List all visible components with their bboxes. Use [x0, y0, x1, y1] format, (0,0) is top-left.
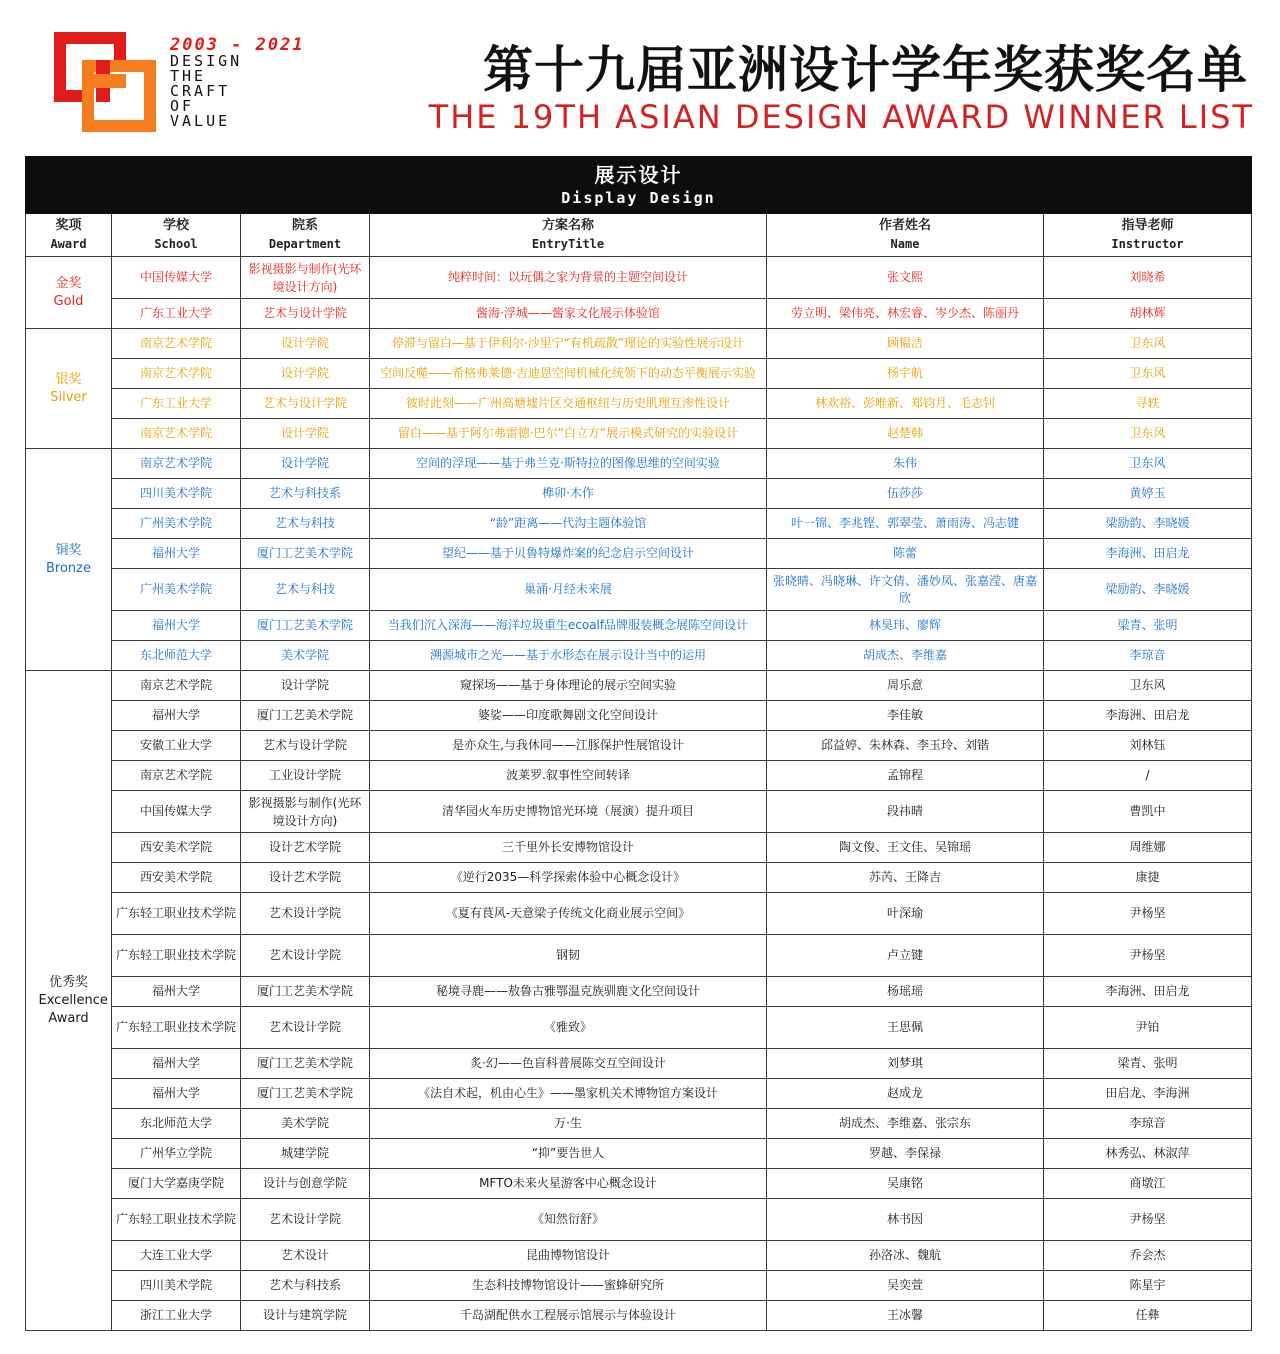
cell-author-name: 叶一锦、李兆铿、郭翠莹、萧雨涛、冯志键	[767, 509, 1044, 539]
excellence-award-row	[26, 731, 1252, 761]
cell-school: 南京艺术学院	[112, 761, 241, 791]
category-title-en: Display Design	[561, 189, 716, 207]
cell-author-name: 刘梦琪	[767, 1049, 1044, 1079]
cell-author-name: 卢立键	[767, 935, 1044, 977]
gold-award-row	[26, 299, 1252, 329]
cell-author-name: 伍莎莎	[767, 479, 1044, 509]
cell-author-name: 赵楚韩	[767, 419, 1044, 449]
cell-department: 艺术设计学院	[241, 893, 370, 935]
cell-instructor: 李琼音	[1044, 641, 1252, 671]
cell-school: 广东工业大学	[112, 299, 241, 329]
cell-instructor: 梁青、张明	[1044, 1049, 1252, 1079]
excellence-award-row	[26, 833, 1252, 863]
cell-entry-title: 清华园火车历史博物馆光环境（展演）提升项目	[370, 791, 767, 833]
cell-author-name: 赵成龙	[767, 1079, 1044, 1109]
silver-award-row	[26, 389, 1252, 419]
cell-entry-title: 《逆行2035—科学探索体验中心概念设计》	[370, 863, 767, 893]
cell-school: 东北师范大学	[112, 1109, 241, 1139]
cell-entry-title: 空间反噬——希格弗莱德·吉迪恩空间机械化统领下的动态平衡展示实验	[370, 359, 767, 389]
cell-author-name: 杨宇航	[767, 359, 1044, 389]
award-level-cn: 银奖	[55, 371, 82, 387]
award-level-en: Silver	[50, 389, 87, 405]
tagline-line: THE	[170, 67, 207, 85]
cell-instructor: 林秀弘、林淑萍	[1044, 1139, 1252, 1169]
column-header-row	[26, 214, 1252, 257]
cell-school: 南京艺术学院	[112, 329, 241, 359]
excellence-award-row	[26, 1241, 1252, 1271]
cell-department: 设计学院	[241, 329, 370, 359]
category-title-cn: 展示设计	[594, 163, 683, 187]
award-level-cn: 金奖	[55, 275, 82, 291]
cell-entry-title: 榫卯·木作	[370, 479, 767, 509]
cell-entry-title: 停滞与留白—基于伊利尔·沙里宁“有机疏散”理论的实验性展示设计	[370, 329, 767, 359]
award-level-en: Bronze	[46, 560, 91, 576]
cell-school: 福州大学	[112, 701, 241, 731]
cell-entry-title: 三千里外长安博物馆设计	[370, 833, 767, 863]
cell-author-name: 杨瑶瑶	[767, 977, 1044, 1007]
cell-school: 广州华立学院	[112, 1139, 241, 1169]
cell-school: 南京艺术学院	[112, 419, 241, 449]
gold-award-row	[26, 257, 1252, 299]
cell-entry-title: 昆曲博物馆设计	[370, 1241, 767, 1271]
bronze-award-row	[26, 509, 1252, 539]
cell-school: 广东轻工职业技术学院	[112, 893, 241, 935]
cell-entry-title: “龄”距离——代沟主题体验馆	[370, 509, 767, 539]
page-title-cn: 第十九届亚洲设计学年奖获奖名单	[483, 41, 1248, 99]
cell-instructor: 乔会杰	[1044, 1241, 1252, 1271]
cell-department: 艺术设计	[241, 1241, 370, 1271]
cell-entry-title: 《雅致》	[370, 1007, 767, 1049]
cell-instructor: 田启龙、李海洲	[1044, 1079, 1252, 1109]
cell-author-name: 胡成杰、李维嘉	[767, 641, 1044, 671]
cell-school: 南京艺术学院	[112, 449, 241, 479]
cell-instructor: 李海洲、田启龙	[1044, 701, 1252, 731]
cell-entry-title: 千岛湖配供水工程展示馆展示与体验设计	[370, 1301, 767, 1331]
cell-department: 艺术与设计学院	[241, 299, 370, 329]
cell-instructor: 李琼音	[1044, 1109, 1252, 1139]
cell-department: 影视摄影与制作(光环境设计方向)	[241, 791, 370, 833]
cell-department: 厦门工艺美术学院	[241, 1079, 370, 1109]
cell-school: 福州大学	[112, 1079, 241, 1109]
cell-entry-title: MFTO未来火星游客中心概念设计	[370, 1169, 767, 1199]
cell-department: 厦门工艺美术学院	[241, 701, 370, 731]
cell-department: 设计学院	[241, 449, 370, 479]
cell-entry-title: 《知然衍舒》	[370, 1199, 767, 1241]
bronze-award-row	[26, 449, 1252, 479]
cell-entry-title: 波莱罗.叙事性空间转译	[370, 761, 767, 791]
page-header	[0, 0, 1280, 155]
cell-department: 设计艺术学院	[241, 863, 370, 893]
cell-instructor: 卫东风	[1044, 671, 1252, 701]
tagline-line: OF	[170, 97, 195, 115]
logo-tagline	[170, 36, 305, 129]
bronze-award-row	[26, 569, 1252, 611]
cell-author-name: 孙洛冰、魏航	[767, 1241, 1044, 1271]
excellence-award-row	[26, 935, 1252, 977]
silver-award-row	[26, 329, 1252, 359]
cell-instructor: 周维娜	[1044, 833, 1252, 863]
cell-instructor: 卫东风	[1044, 419, 1252, 449]
cell-entry-title: 生态科技博物馆设计——蜜蜂研究所	[370, 1271, 767, 1301]
cell-instructor: 陈星宇	[1044, 1271, 1252, 1301]
cell-department: 城建学院	[241, 1139, 370, 1169]
cell-department: 工业设计学院	[241, 761, 370, 791]
col-header-instructor: 指导老师 Instructor	[1044, 214, 1252, 257]
award-level-excellence	[26, 671, 112, 1331]
excellence-award-row	[26, 1271, 1252, 1301]
cell-school: 四川美术学院	[112, 1271, 241, 1301]
cell-instructor: 尹铂	[1044, 1007, 1252, 1049]
cell-school: 西安美术学院	[112, 833, 241, 863]
cell-author-name: 张文熙	[767, 257, 1044, 299]
cell-department: 影视摄影与制作(光环境设计方向)	[241, 257, 370, 299]
cell-school: 广东轻工职业技术学院	[112, 1007, 241, 1049]
cell-author-name: 陈蕾	[767, 539, 1044, 569]
cell-instructor: 卫东风	[1044, 329, 1252, 359]
tagline-line: DESIGN	[170, 52, 243, 70]
cell-entry-title: 是亦众生,与我休同——江豚保护性展馆设计	[370, 731, 767, 761]
cell-entry-title: 纯粹时间：以玩偶之家为背景的主题空间设计	[370, 257, 767, 299]
cell-department: 美术学院	[241, 641, 370, 671]
cell-school: 广州美术学院	[112, 509, 241, 539]
cell-author-name: 叶深瑜	[767, 893, 1044, 935]
cell-department: 美术学院	[241, 1109, 370, 1139]
cell-school: 东北师范大学	[112, 641, 241, 671]
cell-entry-title: 万·生	[370, 1109, 767, 1139]
award-level-cn: 优秀奖	[48, 974, 88, 990]
excellence-award-row	[26, 1139, 1252, 1169]
cell-school: 广东轻工职业技术学院	[112, 1199, 241, 1241]
cell-instructor: 商墩江	[1044, 1169, 1252, 1199]
cell-author-name: 林书因	[767, 1199, 1044, 1241]
cell-school: 广州美术学院	[112, 569, 241, 611]
cell-school: 南京艺术学院	[112, 359, 241, 389]
cell-entry-title: 婆娑——印度歌舞剧文化空间设计	[370, 701, 767, 731]
cell-department: 艺术与科技	[241, 569, 370, 611]
cell-author-name: 吴康铭	[767, 1169, 1044, 1199]
cell-instructor: 寻轶	[1044, 389, 1252, 419]
cell-school: 大连工业大学	[112, 1241, 241, 1271]
cell-entry-title: “抑”要告世人	[370, 1139, 767, 1169]
cell-entry-title: 彼时此刻——广州高塘墟片区交通枢纽与历史肌理互渗性设计	[370, 389, 767, 419]
cell-school: 厦门大学嘉庚学院	[112, 1169, 241, 1199]
cell-author-name: 吴奕萱	[767, 1271, 1044, 1301]
cell-school: 安徽工业大学	[112, 731, 241, 761]
cell-author-name: 王思佩	[767, 1007, 1044, 1049]
cell-school: 浙江工业大学	[112, 1301, 241, 1331]
cell-instructor: 刘晓希	[1044, 257, 1252, 299]
cell-department: 设计学院	[241, 671, 370, 701]
cell-entry-title: 留白——基于阿尔弗雷德·巴尔“白立方”展示模式研究的实验设计	[370, 419, 767, 449]
cell-author-name: 劳立明、梁伟亮、林宏睿、岑少杰、陈丽丹	[767, 299, 1044, 329]
cell-author-name: 孟锦程	[767, 761, 1044, 791]
cell-department: 艺术与科技	[241, 509, 370, 539]
cell-author-name: 林欢裕、彭唯新、郑钧月、毛志钊	[767, 389, 1044, 419]
cell-department: 艺术与科技系	[241, 479, 370, 509]
cell-school: 中国传媒大学	[112, 257, 241, 299]
excellence-award-row	[26, 761, 1252, 791]
cell-author-name: 李佳敏	[767, 701, 1044, 731]
award-level-bronze	[26, 449, 112, 671]
cell-entry-title: 《法自术起，机由心生》——墨家机关术博物馆方案设计	[370, 1079, 767, 1109]
cell-instructor: 梁青、张明	[1044, 611, 1252, 641]
cell-author-name: 王冰馨	[767, 1301, 1044, 1331]
excellence-award-row	[26, 1079, 1252, 1109]
cell-instructor: 尹杨坚	[1044, 893, 1252, 935]
logo-icon	[52, 30, 158, 134]
cell-instructor: 梁励韵、李晓媛	[1044, 569, 1252, 611]
cell-entry-title: 炙·幻——色盲科普展陈交互空间设计	[370, 1049, 767, 1079]
cell-department: 厦门工艺美术学院	[241, 539, 370, 569]
category-band	[26, 157, 1252, 214]
award-level-cn: 铜奖	[55, 542, 82, 558]
excellence-award-row	[26, 1199, 1252, 1241]
excellence-award-row	[26, 863, 1252, 893]
cell-department: 艺术设计学院	[241, 1199, 370, 1241]
award-level-en: Excellence Award	[38, 992, 108, 1026]
cell-department: 艺术与科技系	[241, 1271, 370, 1301]
tagline-line: VALUE	[170, 112, 231, 130]
cell-school: 福州大学	[112, 977, 241, 1007]
cell-author-name: 顾韫洁	[767, 329, 1044, 359]
col-header-school: 学校 School	[112, 214, 241, 257]
cell-author-name: 邱益婷、朱林森、李玉玲、刘锴	[767, 731, 1044, 761]
cell-entry-title: 秘境寻鹿——敖鲁古雅鄂温克族驯鹿文化空间设计	[370, 977, 767, 1007]
winner-table	[25, 156, 1251, 1331]
cell-school: 南京艺术学院	[112, 671, 241, 701]
cell-school: 中国传媒大学	[112, 791, 241, 833]
cell-instructor: 尹杨坚	[1044, 935, 1252, 977]
cell-author-name: 张晓晴、冯晓琳、许文倩、潘妙凤、张嘉滢、唐嘉欣	[767, 569, 1044, 611]
cell-instructor: 康捷	[1044, 863, 1252, 893]
bronze-award-row	[26, 611, 1252, 641]
cell-entry-title: 窥探场——基于身体理论的展示空间实验	[370, 671, 767, 701]
award-level-en: Gold	[53, 293, 84, 309]
cell-school: 四川美术学院	[112, 479, 241, 509]
cell-department: 厦门工艺美术学院	[241, 611, 370, 641]
bronze-award-row	[26, 479, 1252, 509]
bronze-award-row	[26, 641, 1252, 671]
excellence-award-row	[26, 1301, 1252, 1331]
cell-author-name: 陶文俊、王文佳、吴锦瑶	[767, 833, 1044, 863]
cell-instructor: 卫东风	[1044, 449, 1252, 479]
excellence-award-row	[26, 671, 1252, 701]
cell-author-name: 段祎晴	[767, 791, 1044, 833]
excellence-award-row	[26, 701, 1252, 731]
cell-department: 艺术设计学院	[241, 1007, 370, 1049]
cell-school: 福州大学	[112, 1049, 241, 1079]
col-header-entry-title: 方案名称 EntryTitle	[370, 214, 767, 257]
silver-award-row	[26, 359, 1252, 389]
cell-department: 设计与创意学院	[241, 1169, 370, 1199]
cell-instructor: 梁励韵、李晓媛	[1044, 509, 1252, 539]
cell-instructor: 曹凯中	[1044, 791, 1252, 833]
cell-department: 设计与建筑学院	[241, 1301, 370, 1331]
cell-entry-title: 《夏有茛风-天意梁子传统文化商业展示空间》	[370, 893, 767, 935]
cell-department: 厦门工艺美术学院	[241, 977, 370, 1007]
col-header-department: 院系 Department	[241, 214, 370, 257]
cell-school: 西安美术学院	[112, 863, 241, 893]
cell-author-name: 林昊玮、廖辉	[767, 611, 1044, 641]
excellence-award-row	[26, 893, 1252, 935]
excellence-award-row	[26, 977, 1252, 1007]
excellence-award-row	[26, 1169, 1252, 1199]
cell-school: 广东轻工职业技术学院	[112, 935, 241, 977]
cell-entry-title: 酱海·浮城——酱家文化展示体验馆	[370, 299, 767, 329]
cell-entry-title: 钢韧	[370, 935, 767, 977]
cell-entry-title: 望纪——基于贝鲁特爆炸案的纪念启示空间设计	[370, 539, 767, 569]
cell-department: 厦门工艺美术学院	[241, 1049, 370, 1079]
cell-instructor: 胡林辉	[1044, 299, 1252, 329]
award-level-silver	[26, 329, 112, 449]
silver-award-row	[26, 419, 1252, 449]
excellence-award-row	[26, 1007, 1252, 1049]
cell-instructor: 卫东风	[1044, 359, 1252, 389]
cell-entry-title: 空间的浮现——基于弗兰克·斯特拉的图像思维的空间实验	[370, 449, 767, 479]
cell-instructor: 李海洲、田启龙	[1044, 539, 1252, 569]
cell-entry-title: 当我们沉入深海——海洋垃圾重生ecoalf品牌服装概念展陈空间设计	[370, 611, 767, 641]
cell-author-name: 罗越、李保禄	[767, 1139, 1044, 1169]
cell-department: 艺术与设计学院	[241, 731, 370, 761]
page-title-en: THE 19TH ASIAN DESIGN AWARD WINNER LIST	[428, 98, 1254, 136]
excellence-award-row	[26, 791, 1252, 833]
cell-instructor: 黄婷玉	[1044, 479, 1252, 509]
cell-entry-title: 溯源城市之光——基于水形态在展示设计当中的运用	[370, 641, 767, 671]
cell-school: 福州大学	[112, 539, 241, 569]
cell-school: 广东工业大学	[112, 389, 241, 419]
cell-author-name: 胡成杰、李维嘉、张宗东	[767, 1109, 1044, 1139]
excellence-award-row	[26, 1109, 1252, 1139]
excellence-award-row	[26, 1049, 1252, 1079]
award-level-gold	[26, 257, 112, 329]
logo-years: 2003 - 2021	[170, 35, 305, 55]
cell-department: 艺术与设计学院	[241, 389, 370, 419]
cell-instructor: 尹杨坚	[1044, 1199, 1252, 1241]
cell-department: 艺术设计学院	[241, 935, 370, 977]
cell-author-name: 苏芮、王降吉	[767, 863, 1044, 893]
bronze-award-row	[26, 539, 1252, 569]
cell-entry-title: 巢涌·月经未来展	[370, 569, 767, 611]
tagline-line: CRAFT	[170, 82, 231, 100]
cell-instructor: 刘林钰	[1044, 731, 1252, 761]
cell-author-name: 朱伟	[767, 449, 1044, 479]
cell-author-name: 周乐意	[767, 671, 1044, 701]
cell-instructor: 李海洲、田启龙	[1044, 977, 1252, 1007]
cell-instructor: 任彝	[1044, 1301, 1252, 1331]
cell-department: 设计学院	[241, 359, 370, 389]
cell-instructor: /	[1044, 761, 1252, 791]
col-header-award: 奖项 Award	[26, 214, 112, 257]
cell-department: 设计学院	[241, 419, 370, 449]
cell-school: 福州大学	[112, 611, 241, 641]
cell-department: 设计艺术学院	[241, 833, 370, 863]
col-header-name: 作者姓名 Name	[767, 214, 1044, 257]
